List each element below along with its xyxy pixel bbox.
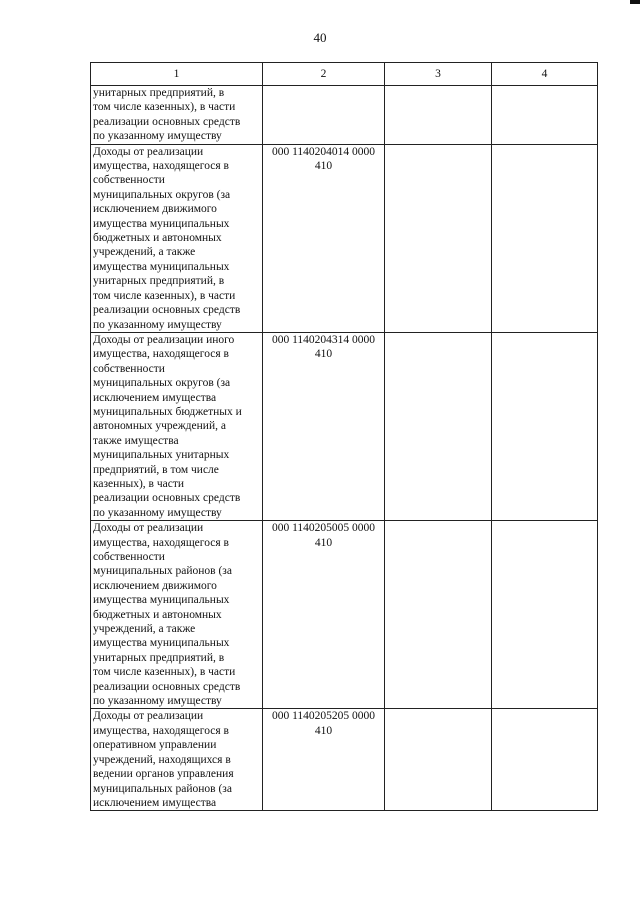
table-row <box>91 144 598 332</box>
row-description: Доходы от реализации иного имущества, находящегося в собственности муниципальных округов (за исключением имущества муниципальных бюджетных и автономных учреждений, а также имущества муниципальных унитарных предприятий, в том числе казенных), в части реализации основных средств по указанному имуществу <box>91 332 263 520</box>
scan-corner-mark <box>630 0 640 4</box>
row-col4 <box>492 332 598 520</box>
table-header-row <box>91 63 598 86</box>
table-row <box>91 86 598 145</box>
revenue-table <box>90 62 598 811</box>
table-row <box>91 709 598 811</box>
row-col4 <box>492 144 598 332</box>
row-code: 000 1140204314 0000 410 <box>263 332 385 520</box>
column-header-3: 3 <box>385 63 492 86</box>
column-header-1: 1 <box>91 63 263 86</box>
table-row <box>91 332 598 520</box>
row-code: 000 1140205205 0000 410 <box>263 709 385 811</box>
row-col3 <box>385 332 492 520</box>
column-header-2: 2 <box>263 63 385 86</box>
row-description: Доходы от реализации имущества, находящегося в оперативном управлении учреждений, находящихся в ведении органов управления муниципальных районов (за исключением имущества <box>91 709 263 811</box>
row-description: Доходы от реализации имущества, находящегося в собственности муниципальных районов (за исключением движимого имущества муниципальных бюджетных и автономных учреждений, а также имущества муниципальных унитарных предприятий, в том числе казенных), в части реализации основных средств по указанному имуществу <box>91 521 263 709</box>
row-col4 <box>492 709 598 811</box>
table-row <box>91 521 598 709</box>
row-col4 <box>492 521 598 709</box>
row-description: Доходы от реализации имущества, находящегося в собственности муниципальных округов (за исключением движимого имущества муниципальных бюджетных и автономных учреждений, а также имущества муниципальных унитарных предприятий, в том числе казенных), в части реализации основных средств по указанному имуществу <box>91 144 263 332</box>
row-col3 <box>385 86 492 145</box>
row-code: 000 1140204014 0000 410 <box>263 144 385 332</box>
row-col3 <box>385 709 492 811</box>
row-code <box>263 86 385 145</box>
row-col3 <box>385 521 492 709</box>
column-header-4: 4 <box>492 63 598 86</box>
row-col3 <box>385 144 492 332</box>
row-code: 000 1140205005 0000 410 <box>263 521 385 709</box>
row-col4 <box>492 86 598 145</box>
row-description: унитарных предприятий, в том числе казенных), в части реализации основных средств по указанному имуществу <box>91 86 263 145</box>
page-number: 40 <box>313 30 327 45</box>
